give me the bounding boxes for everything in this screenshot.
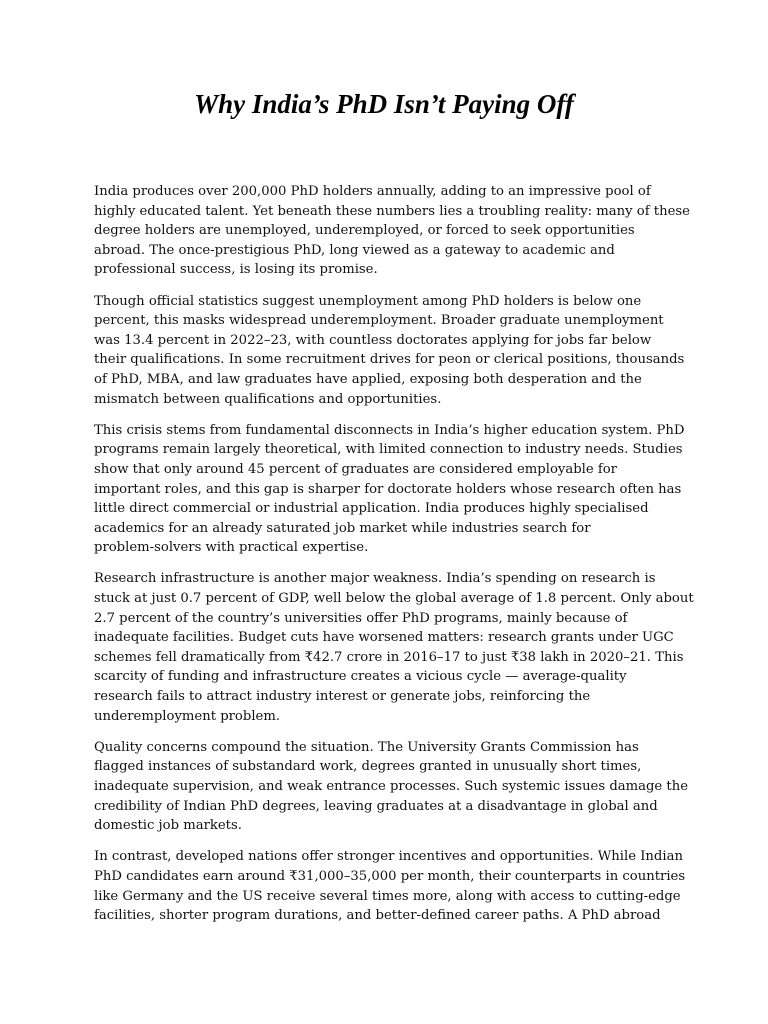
text-line: PhD candidates earn around ₹31,000–35,000 per month, their counterparts in countries bbox=[94, 868, 686, 884]
text-line: degree holders are unemployed, underemployed, or forced to seek opportunities bbox=[94, 223, 635, 239]
text-line: abroad. The once-prestigious PhD, long viewed as a gateway to academic and bbox=[94, 242, 615, 258]
text-line: underemployment problem. bbox=[94, 708, 281, 724]
page-title: Why India’s PhD Isn’t Paying Off bbox=[194, 89, 574, 119]
paragraph-5 bbox=[94, 738, 689, 836]
text-line: In contrast, developed nations offer stronger incentives and opportunities. While Indian bbox=[94, 849, 683, 865]
text-line: 2.7 percent of the country’s universities offer PhD programs, mainly because of bbox=[94, 610, 628, 626]
paragraph-1 bbox=[94, 182, 690, 280]
paragraph-2 bbox=[94, 292, 684, 410]
text-line: scarcity of funding and infrastructure creates a vicious cycle — average-quality bbox=[94, 669, 627, 685]
text-line: their qualifications. In some recruitment drives for peon or clerical positions, thousands bbox=[94, 352, 685, 368]
text-line: Research infrastructure is another major weakness. India’s spending on research is bbox=[94, 571, 656, 587]
text-line: stuck at just 0.7 percent of GDP, well below the global average of 1.8 percent. Only about bbox=[94, 591, 694, 607]
text-line: was 13.4 percent in 2022–23, with countless doctorates applying for jobs far below bbox=[94, 332, 652, 348]
paragraph-6 bbox=[94, 847, 684, 925]
text-line: problem-solvers with practical expertise. bbox=[94, 540, 369, 556]
text-line: research fails to attract industry interest or generate jobs, reinforcing the bbox=[94, 689, 591, 705]
text-line: of PhD, MBA, and law graduates have applied, exposing both desperation and the bbox=[94, 371, 642, 387]
paragraph-3 bbox=[94, 421, 684, 558]
text-line: academics for an already saturated job market while industries search for bbox=[94, 520, 591, 536]
text-line: inadequate supervision, and weak entrance processes. Such systemic issues damage the bbox=[94, 779, 689, 794]
text-line: like Germany and the US receive several times more, along with access to cutting-edge bbox=[94, 888, 681, 904]
paragraph-4 bbox=[94, 569, 694, 726]
text-line: domestic job markets. bbox=[94, 818, 242, 834]
text-line: highly educated talent. Yet beneath these numbers lies a troubling reality: many of these bbox=[94, 203, 690, 219]
text-line: Quality concerns compound the situation. The University Grants Commission has bbox=[94, 739, 639, 755]
text-line: mismatch between qualifications and opportunities. bbox=[94, 391, 442, 407]
text-line: inadequate facilities. Budget cuts have worsened matters: research grants under UGC bbox=[94, 630, 674, 646]
text-line: credibility of Indian PhD degrees, leaving graduates at a disadvantage in global and bbox=[94, 798, 658, 814]
text-line: facilities, shorter program durations, and better-defined career paths. A PhD abroad bbox=[94, 908, 661, 924]
text-line: important roles, and this gap is sharper for doctorate holders whose research often has bbox=[94, 481, 682, 497]
text-line: little direct commercial or industrial application. India produces highly specialised bbox=[94, 501, 649, 517]
text-line: Though official statistics suggest unemployment among PhD holders is below one bbox=[94, 293, 642, 309]
text-line: show that only around 45 percent of graduates are considered employable for bbox=[94, 461, 617, 477]
text-line: India produces over 200,000 PhD holders annually, adding to an impressive pool of bbox=[94, 184, 651, 199]
text-line: flagged instances of substandard work, degrees granted in unusually short times, bbox=[94, 759, 642, 775]
text-line: This crisis stems from fundamental disconnects in India’s higher education system. PhD bbox=[94, 422, 685, 438]
text-line: programs remain largely theoretical, with limited connection to industry needs. Studies bbox=[94, 442, 683, 458]
article-body bbox=[94, 182, 694, 937]
text-line: percent, this masks widespread underemployment. Broader graduate unemployment bbox=[94, 313, 664, 329]
text-line: professional success, is losing its promise. bbox=[94, 262, 378, 278]
text-line: schemes fell dramatically from ₹42.7 crore in 2016–17 to just ₹38 lakh in 2020–21. This bbox=[94, 649, 684, 665]
